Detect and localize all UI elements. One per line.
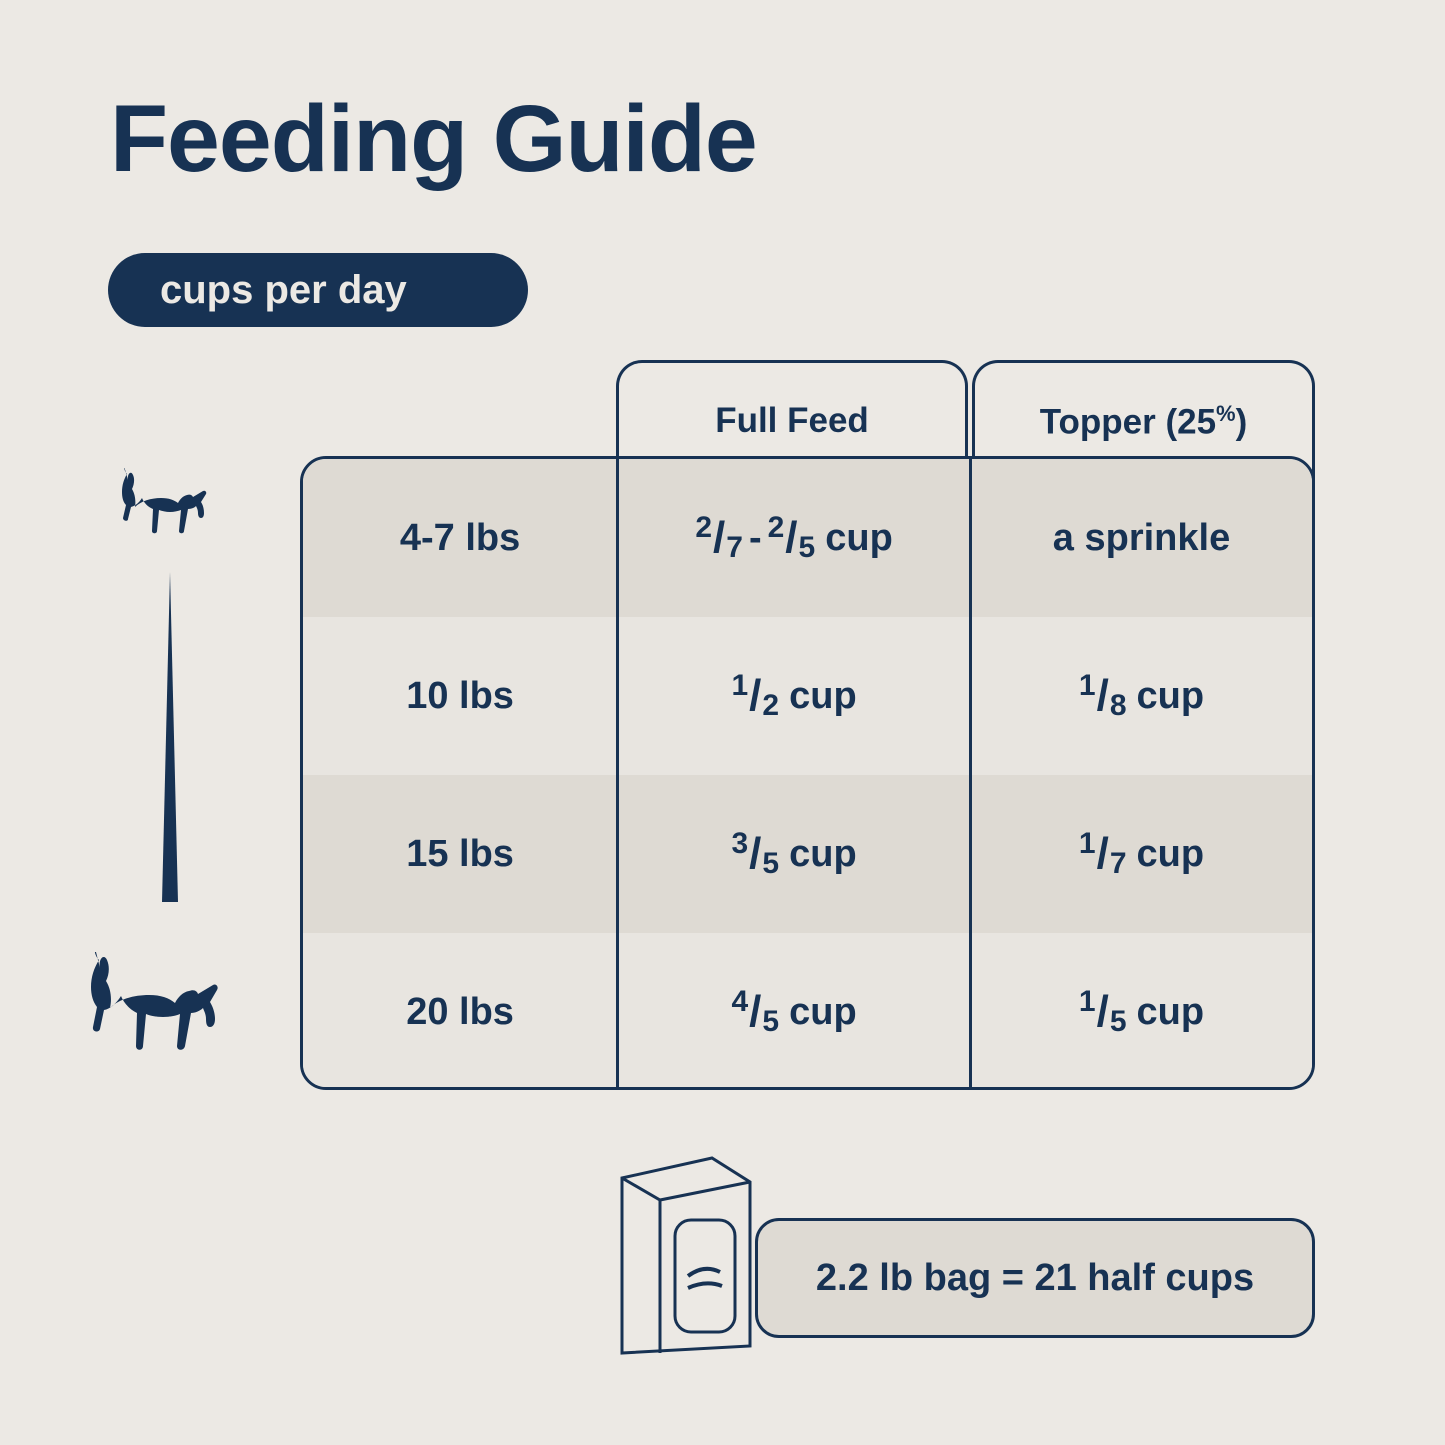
table-row: [303, 617, 1312, 775]
cat-small-icon: [112, 468, 222, 558]
table-body: [300, 456, 1315, 1090]
cell-full-feed: 4 / 5 cup: [731, 985, 857, 1038]
cell-topper: a sprinkle: [1052, 516, 1231, 559]
column-divider: [969, 456, 972, 1090]
cell-full-feed: 1 / 2 cup: [731, 669, 857, 722]
cell-weight: 4-7 lbs: [399, 516, 521, 559]
column-divider: [616, 456, 619, 1090]
cell-topper: 1 / 7 cup: [1078, 827, 1205, 880]
page-title: Feeding Guide: [110, 86, 757, 192]
cell-full-feed: 2 / 7 - 2 / 5 cup: [695, 511, 893, 564]
feeding-table: [300, 360, 1315, 1090]
table-row: [303, 933, 1312, 1090]
table-row: [303, 459, 1312, 617]
cell-weight: 10 lbs: [406, 674, 514, 717]
cat-large-icon: [78, 952, 243, 1077]
cell-topper: 1 / 5 cup: [1078, 985, 1205, 1038]
header-label-topper: Topper (25%): [1039, 401, 1248, 442]
cell-weight: 15 lbs: [406, 832, 514, 875]
cups-per-day-badge: [108, 253, 528, 327]
table-row: [303, 775, 1312, 933]
size-arrow-icon: [150, 572, 190, 947]
bag-yield-banner: [755, 1218, 1315, 1338]
cell-full-feed: 3 / 5 cup: [731, 827, 857, 880]
bag-yield-label: 2.2 lb bag = 21 half cups: [815, 1256, 1255, 1299]
cups-per-day-label: cups per day: [160, 267, 407, 312]
header-label-full-feed: Full Feed: [715, 401, 869, 440]
cell-weight: 20 lbs: [406, 990, 514, 1033]
food-bag-icon: [600, 1148, 775, 1368]
cell-topper: 1 / 8 cup: [1078, 669, 1205, 722]
